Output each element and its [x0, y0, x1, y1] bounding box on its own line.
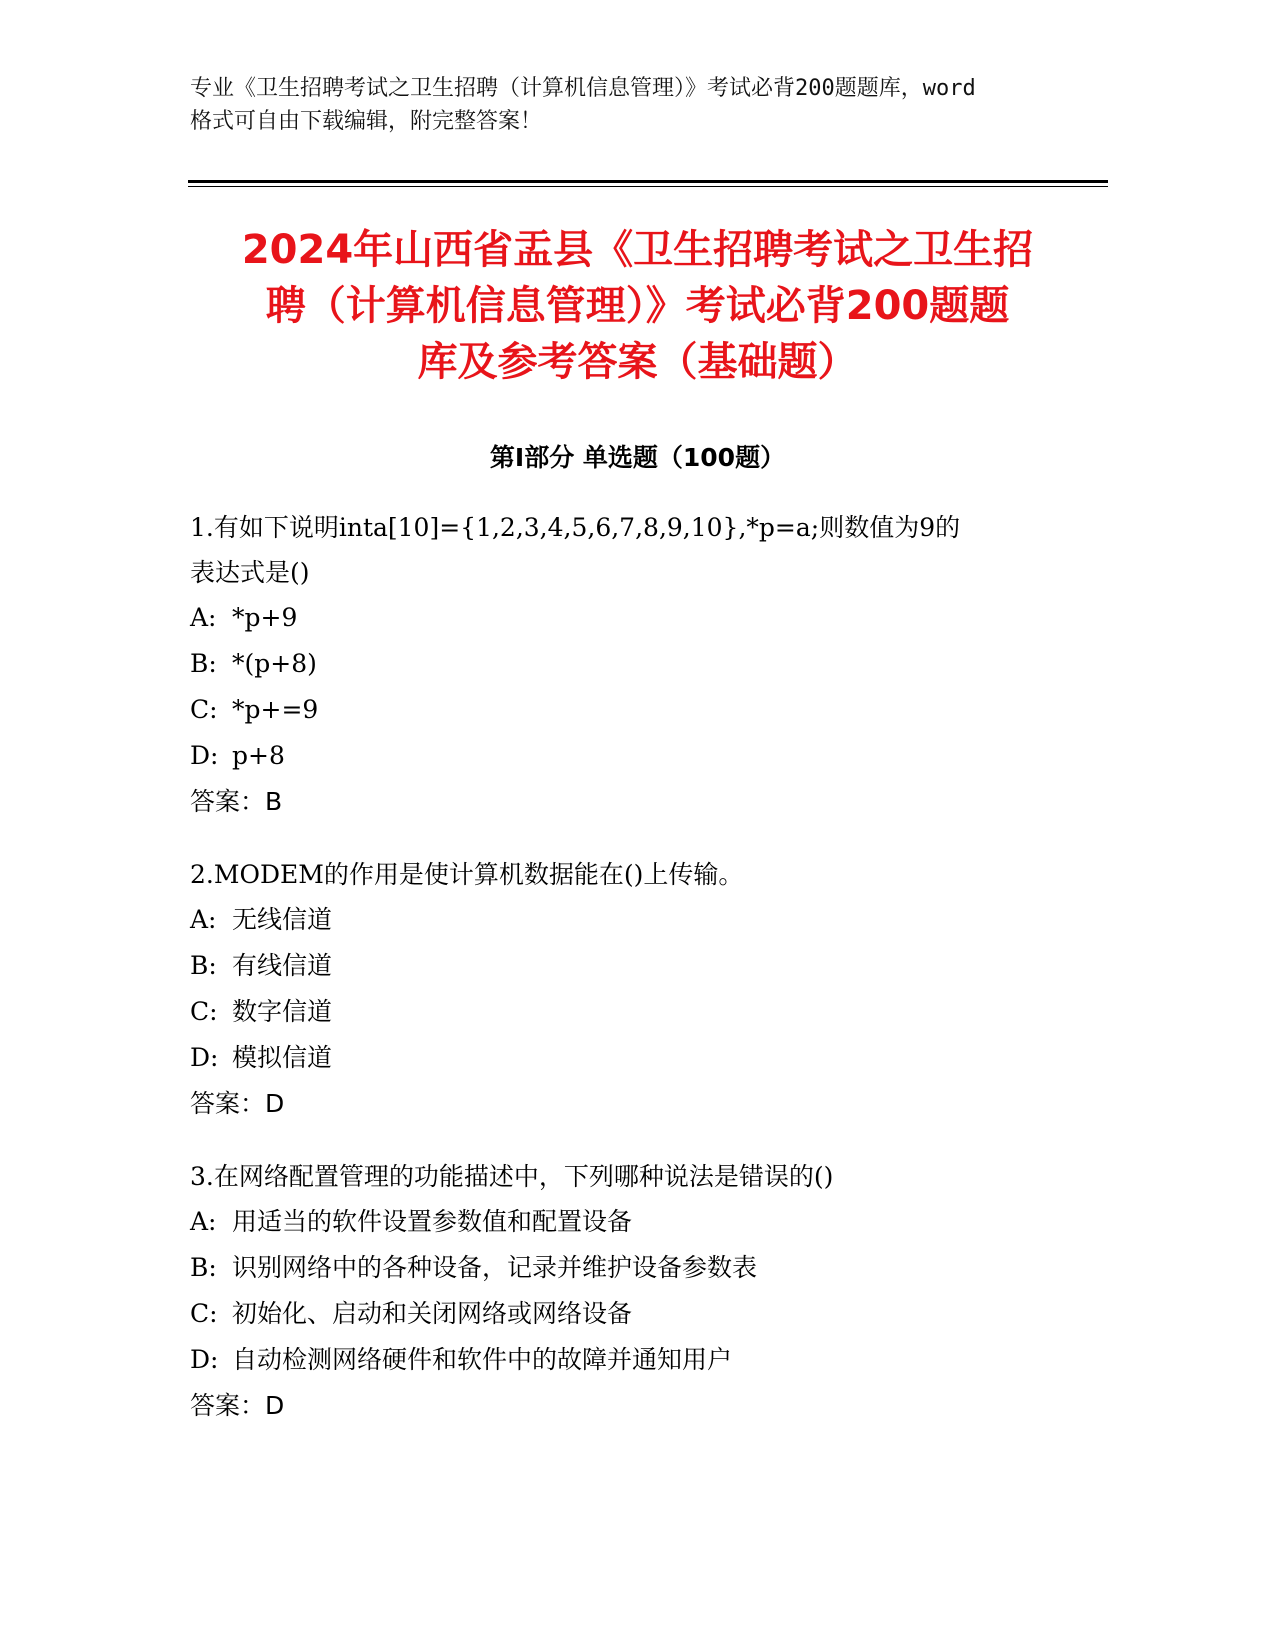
option-b	[190, 943, 1090, 989]
title-line-2: 聘（计算机信息管理）》考试必背200题题	[265, 283, 1010, 329]
title-line-1: 2024年山西省盂县《卫生招聘考试之卫生招	[241, 227, 1034, 273]
option-a	[190, 595, 1090, 641]
option-letter: A:	[190, 603, 217, 632]
header-rule-thin	[188, 186, 1108, 187]
question-2	[190, 852, 1090, 1127]
option-text: 数字信道	[232, 997, 333, 1026]
header-rule-thick	[188, 180, 1108, 183]
question-stem	[190, 505, 1090, 595]
option-c	[190, 687, 1090, 733]
option-text: 模拟信道	[232, 1043, 333, 1072]
option-text: *(p+8)	[232, 649, 317, 678]
document-title	[170, 222, 1105, 390]
answer-line: 答案：B	[190, 787, 283, 816]
option-d	[190, 1337, 1090, 1383]
header-note	[190, 72, 1090, 138]
option-letter: A:	[190, 1207, 217, 1236]
question-3	[190, 1154, 1090, 1429]
option-b	[190, 641, 1090, 687]
option-text: 有线信道	[232, 951, 333, 980]
option-d	[190, 733, 1090, 779]
question-stem-line-1: 1.有如下说明inta[10]={1,2,3,4,5,6,7,8,9,10},*p=a;则数值为9的	[190, 513, 961, 542]
option-text: 识别网络中的各种设备，记录并维护设备参数表	[232, 1253, 758, 1282]
option-text: p+8	[232, 741, 285, 770]
header-note-line-2: 格式可自由下载编辑，附完整答案！	[190, 109, 543, 134]
question-stem	[190, 852, 1090, 897]
option-letter: A:	[190, 905, 217, 934]
option-a	[190, 1199, 1090, 1245]
option-letter: B:	[190, 1253, 217, 1282]
option-d	[190, 1035, 1090, 1081]
option-c	[190, 989, 1090, 1035]
question-stem-line-1: 3.在网络配置管理的功能描述中，下列哪种说法是错误的()	[190, 1162, 834, 1191]
option-letter: B:	[190, 951, 217, 980]
answer-line: 答案：D	[190, 1391, 285, 1420]
option-text: 初始化、启动和关闭网络或网络设备	[232, 1299, 633, 1328]
question-1	[190, 505, 1090, 825]
option-b	[190, 1245, 1090, 1291]
option-letter: C:	[190, 1299, 218, 1328]
option-letter: C:	[190, 695, 218, 724]
option-text: *p+9	[232, 603, 298, 632]
question-stem-line-1: 2.MODEM的作用是使计算机数据能在()上传输。	[190, 860, 744, 889]
option-letter: D:	[190, 741, 219, 770]
question-stem-line-2: 表达式是()	[190, 558, 310, 587]
option-letter: C:	[190, 997, 218, 1026]
question-stem	[190, 1154, 1090, 1199]
option-letter: D:	[190, 1043, 219, 1072]
option-text: 无线信道	[232, 905, 333, 934]
option-text: 用适当的软件设置参数值和配置设备	[232, 1207, 633, 1236]
option-letter: B:	[190, 649, 217, 678]
title-line-3: 库及参考答案（基础题）	[417, 339, 858, 385]
option-text: 自动检测网络硬件和软件中的故障并通知用户	[232, 1345, 733, 1374]
header-note-line-1: 专业《卫生招聘考试之卫生招聘（计算机信息管理）》考试必背200题题库，word	[190, 76, 976, 101]
section-title: 第Ⅰ部分 单选题（100题）	[489, 443, 786, 472]
answer-line: 答案：D	[190, 1089, 285, 1118]
option-a	[190, 897, 1090, 943]
option-letter: D:	[190, 1345, 219, 1374]
option-text: *p+=9	[232, 695, 319, 724]
option-c	[190, 1291, 1090, 1337]
